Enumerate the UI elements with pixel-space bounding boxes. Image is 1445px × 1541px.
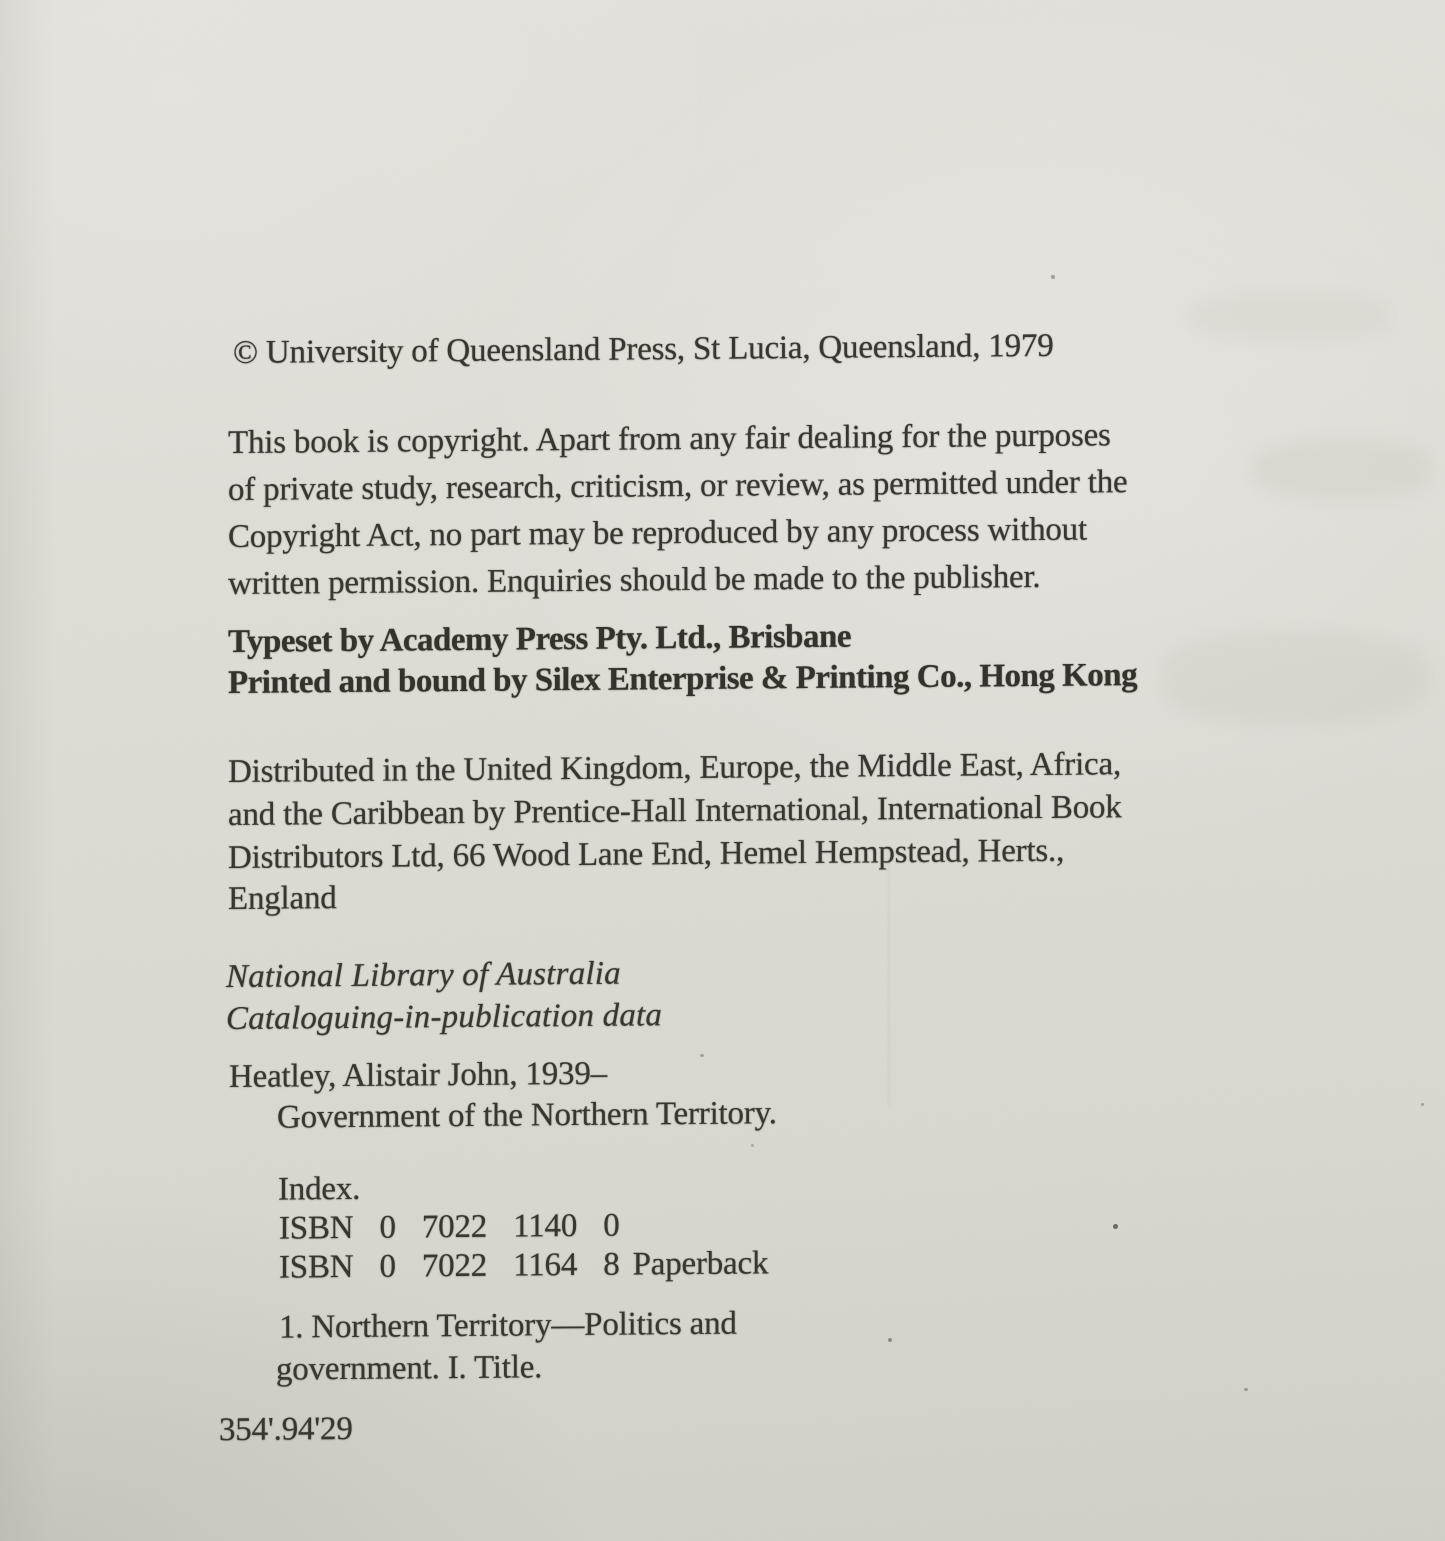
copyright-notice-line: Copyright Act, no part may be reproduced by any process without: [228, 511, 1087, 556]
distribution-line: England: [228, 880, 337, 918]
copyright-statement: © University of Queensland Press, St Lucia, Queensland, 1979: [233, 327, 1054, 371]
subject-entry-line: 1. Northern Territory—Politics and: [279, 1305, 737, 1346]
title-entry: Government of the Northern Territory.: [277, 1095, 777, 1136]
copyright-notice-line: written permission. Enquiries should be made to the publisher.: [228, 558, 1041, 603]
distribution-line: and the Caribbean by Prentice-Hall International, International Book: [228, 789, 1122, 834]
index-note: Index.: [278, 1170, 361, 1208]
copyright-notice-line: This book is copyright. Apart from any fair dealing for the purposes: [228, 417, 1111, 462]
typeset-credit: Typeset by Academy Press Pty. Ltd., Brisbane: [228, 618, 852, 661]
distribution-line: Distributors Ltd, 66 Wood Lane End, Hemel Hempstead, Herts.,: [228, 832, 1065, 877]
cip-heading-line: Cataloguing-in-publication data: [226, 997, 663, 1038]
author-entry: Heatley, Alistair John, 1939–: [229, 1055, 607, 1096]
subject-entry-line: government. I. Title.: [276, 1349, 543, 1388]
printing-credit: Printed and bound by Silex Enterprise & Printing Co., Hong Kong: [228, 657, 1138, 702]
cip-heading-line: National Library of Australia: [226, 955, 621, 996]
dewey-classification: 354'.94'29: [219, 1410, 353, 1449]
copyright-notice-line: of private study, research, criticism, or review, as permitted under the: [228, 464, 1128, 509]
isbn-paperback: ISBN 0 7022 1164 8 Paperback: [279, 1245, 769, 1286]
isbn-hardback: ISBN 0 7022 1140 0: [279, 1207, 620, 1247]
distribution-line: Distributed in the United Kingdom, Europe, the Middle East, Africa,: [228, 746, 1122, 791]
